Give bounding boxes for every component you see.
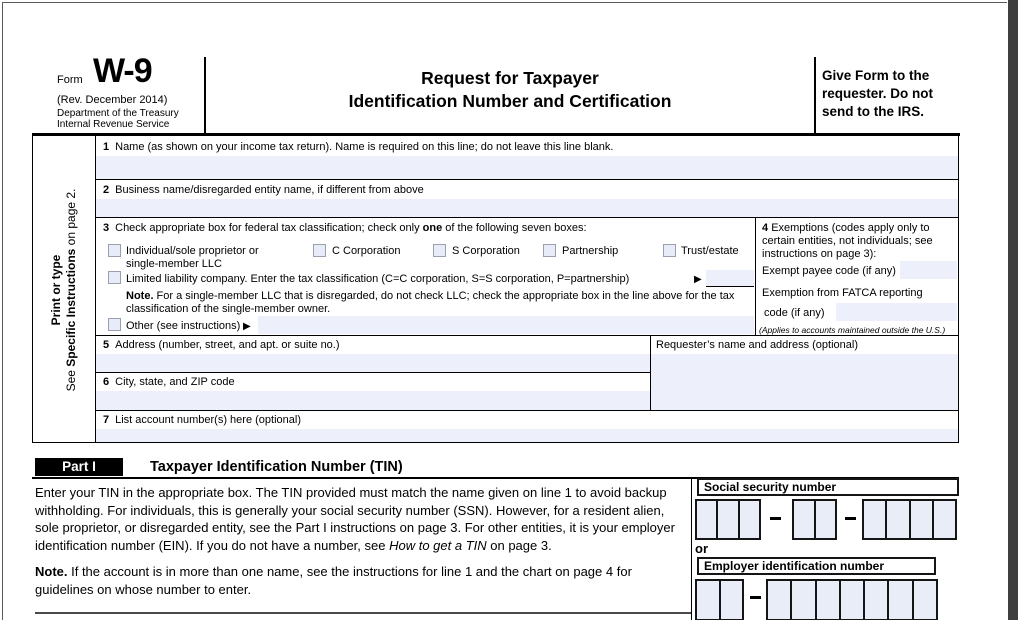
ssn-digit-cell[interactable] [716,501,737,538]
llc-classification-input[interactable] [706,270,754,287]
line7-label [103,414,301,427]
form-department: Department of the Treasury [57,108,179,119]
part1-note-bold: Note. [35,564,68,579]
ein-label-box [697,557,936,575]
applies-note: (Applies to accounts maintained outside the U.S.) [759,325,946,335]
line3-label [103,222,587,235]
part1-note [35,563,688,598]
ein-digit-cell[interactable] [912,581,936,619]
ein-digit-cell[interactable] [719,581,743,619]
ein-digit-cell[interactable] [815,581,839,619]
form-word: Form [57,74,83,86]
ein-digit-cell[interactable] [768,581,790,619]
give-form-line3: send to the IRS. [822,104,925,119]
line1-label [103,141,613,154]
ein-digit-cell[interactable] [790,581,814,619]
table-border-bottom [32,442,959,443]
address-input[interactable] [96,354,650,372]
line3-note-text: For a single-member LLC that is disregarded, do not check LLC; check the appropriate box in the line above for the tax classification of the single-member owner. [126,290,735,315]
ein-group-1 [695,579,744,620]
checkbox-s-corporation[interactable] [433,244,446,257]
sidebar-line1: Print or type [48,254,63,326]
ssn-dash-1 [770,517,781,520]
ssn-dash-2 [845,517,856,520]
exempt-payee-label: Exempt payee code (if any) [762,265,896,277]
line1-label-text: Name (as shown on your income tax return). Name is required on this line; do not leave this line blank. [115,141,614,153]
checkbox-c-corporation[interactable] [313,244,326,257]
sidebar-line2 [64,137,79,443]
fatca-label-line2: code (if any) [764,307,825,319]
part1-paragraph-suffix: on page 3. [486,537,552,553]
ein-digit-cell[interactable] [697,581,719,619]
ssn-group-2 [792,499,837,540]
ein-digit-cell[interactable] [887,581,911,619]
form-title-line2: Identification Number and Certification [348,91,672,111]
line4-label-text: Exemptions (codes apply only to certain entities, not individuals; see instructions on page 3): [762,222,933,260]
fatca-label-line1: Exemption from FATCA reporting [762,287,923,299]
line3-label-text [115,222,586,235]
form-title [205,67,815,113]
line4-label [762,222,956,261]
city-state-zip-input[interactable] [96,391,650,410]
line6-label [103,376,235,389]
page-border-left [2,2,3,620]
line5-label-text: Address (number, street, and apt. or suite no.) [115,339,340,351]
ein-digit-cell[interactable] [863,581,887,619]
name-input[interactable] [96,156,958,179]
ssn-digit-cell[interactable] [794,501,814,538]
viewer-right-edge [1008,0,1018,620]
checkbox-partnership-label: Partnership [562,245,619,257]
ssn-digit-cell[interactable] [885,501,908,538]
row-divider-1 [95,179,959,180]
checkbox-individual[interactable] [108,244,121,257]
part1-paragraph-prefix: Enter your TIN in the appropriate box. The TIN provided must match the name given on line 1 to avoid backup withholding. For individuals, this is generally your social security number (SSN). However, for a resident alien, sole proprietor, or disregarded entity, see the Part I instructions on page 3. For other entities, it is your employer identification number (EIN). If you do not have a number, see [35,485,675,553]
sidebar-print-or-type [32,137,95,443]
ssn-group-1 [695,499,761,540]
checkbox-c-corporation-label: C Corporation [332,245,401,257]
exempt-payee-input[interactable] [900,261,957,279]
form-agency: Internal Revenue Service [57,119,170,130]
ssn-digit-cell[interactable] [697,501,716,538]
checkbox-individual-label-line1: Individual/sole proprietor or [126,245,259,257]
sidebar-line2-suffix: on page 2. [63,188,78,249]
checkbox-llc[interactable] [108,271,121,284]
line3-label-prefix: Check appropriate box for federal tax classification; check only [115,222,423,234]
part1-paragraph [35,484,688,554]
part2-top-rule [35,612,691,614]
checkbox-llc-label: Limited liability company. Enter the tax classification (C=C corporation, S=S corporation, P=partnership) [126,273,630,285]
business-name-input[interactable] [96,199,958,217]
give-form-line2: requester. Do not [822,86,934,101]
fatca-code-input[interactable] [836,303,957,321]
give-form-line1: Give Form to the [822,68,930,83]
checkbox-other[interactable] [108,318,121,331]
line1-number: 1 [103,141,110,153]
ssn-group-3 [862,499,957,540]
row-divider-5 [95,372,651,373]
header-divider-right [814,57,816,134]
sidebar-line2-prefix: See [63,366,78,392]
line3-note-bold: Note. [126,290,154,302]
line5-label [103,339,340,352]
line5-number: 5 [103,339,110,351]
row-divider-6 [95,410,959,411]
part1-title: Taxpayer Identification Number (TIN) [150,459,403,475]
form-title-line1: Request for Taxpayer [421,68,599,88]
checkbox-individual-label [126,245,259,271]
line2-number: 2 [103,184,110,196]
requester-label: Requester’s name and address (optional) [656,339,858,351]
ssn-digit-cell[interactable] [932,501,955,538]
line4-number: 4 [762,222,769,234]
other-arrow-right-icon: ▶ [243,321,251,332]
ein-label-text: Employer identification number [704,559,885,573]
checkbox-s-corporation-label: S Corporation [452,245,520,257]
checkbox-individual-label-line2: single-member LLC [126,258,222,270]
page-border-top [2,2,1007,3]
line7-label-text: List account number(s) here (optional) [115,414,301,426]
requester-input[interactable] [651,354,958,410]
ein-digit-cell[interactable] [839,581,863,619]
line2-label [103,184,424,197]
part1-paragraph-italic: How to get a TIN [389,537,487,553]
form-revision: (Rev. December 2014) [57,94,168,106]
ssn-digit-cell[interactable] [738,501,759,538]
ein-dash [750,596,761,599]
line3-label-suffix: of the following seven boxes: [442,222,587,234]
box4-divider [755,217,756,335]
line2-label-text: Business name/disregarded entity name, if different from above [115,184,424,196]
part1-badge [35,458,123,476]
line3-note [126,290,754,316]
table-border-right [958,136,959,443]
llc-arrow-right-icon: ▶ [694,274,702,285]
line3-number: 3 [103,222,110,234]
checkbox-other-label: Other (see instructions) [126,320,241,332]
line6-number: 6 [103,376,110,388]
checkbox-trust-estate-label: Trust/estate [681,245,739,257]
account-numbers-input[interactable] [96,429,958,442]
header-rule [32,133,960,136]
checkbox-trust-estate[interactable] [663,244,676,257]
checkbox-partnership[interactable] [543,244,556,257]
row-divider-2 [95,217,959,218]
sidebar-line2-bold: Specific Instructions [63,248,78,367]
or-label: or [695,541,708,556]
part1-note-text: If the account is in more than one name, see the instructions for line 1 and the chart on page 4 for guidelines on whose number to enter. [35,564,632,597]
ein-group-2 [766,579,938,620]
part1-badge-text: Part I [62,459,96,474]
ssn-label-text: Social security number [704,480,837,494]
ssn-digit-cell[interactable] [814,501,836,538]
form-number: W-9 [93,52,152,90]
line7-number: 7 [103,414,110,426]
ssn-digit-cell[interactable] [909,501,932,538]
other-input[interactable] [258,316,754,334]
ssn-label-box [697,478,959,496]
tin-column-divider [691,477,692,620]
ssn-digit-cell[interactable] [864,501,885,538]
line6-label-text: City, state, and ZIP code [115,376,235,388]
give-form-notice [822,67,972,121]
line3-label-bold: one [422,222,443,234]
